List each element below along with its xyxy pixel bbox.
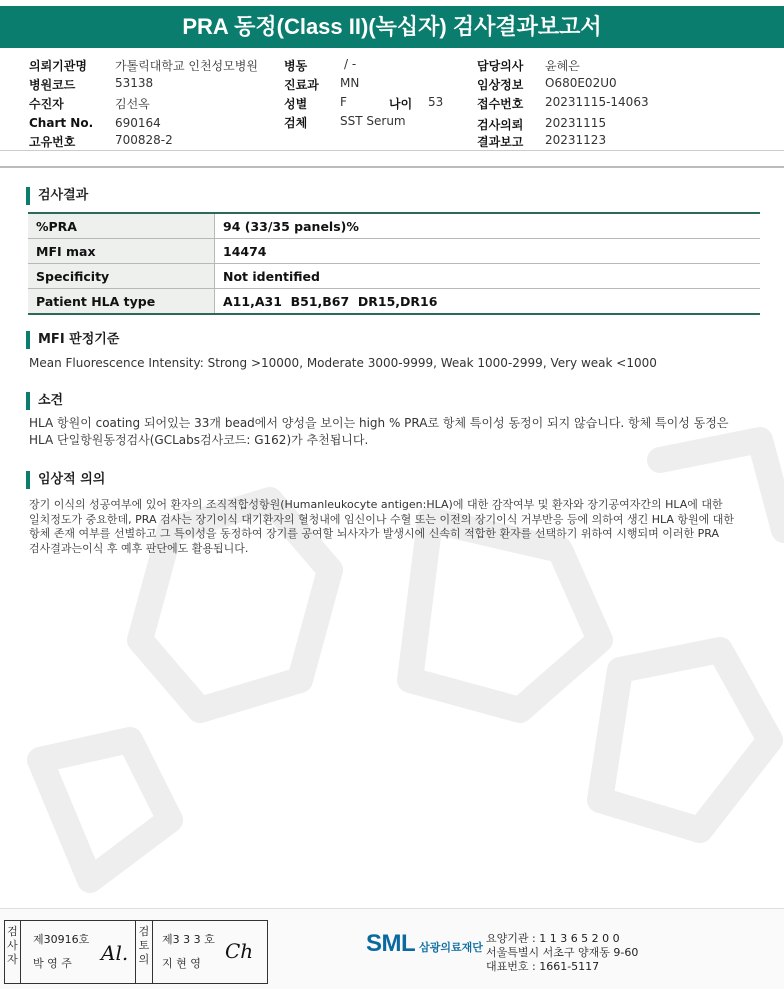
header-value: 700828-2 bbox=[115, 133, 173, 147]
header-value: 20231115-14063 bbox=[545, 95, 649, 109]
header-divider bbox=[0, 150, 784, 151]
result-key: %PRA bbox=[28, 213, 215, 239]
tester-license: 제30916호 bbox=[33, 933, 90, 946]
header-value: SST Serum bbox=[340, 114, 406, 128]
header-label: 병원코드 bbox=[29, 78, 76, 92]
clinical-text bbox=[29, 498, 734, 556]
contact-line: 요양기관 : 1 1 3 6 5 2 0 0 bbox=[486, 932, 620, 945]
reviewer-name: 지 현 영 bbox=[162, 957, 201, 970]
header-divider bbox=[0, 166, 784, 168]
result-value: Not identified bbox=[215, 264, 761, 289]
contact-line: 대표번호 : 1661-5117 bbox=[486, 960, 600, 973]
header-value: 690164 bbox=[115, 116, 161, 130]
opinion-text bbox=[29, 415, 728, 449]
result-value: 94 (33/35 panels)% bbox=[215, 213, 761, 239]
clinical-line: 장기 이식의 성공여부에 있어 환자의 조직적합성항원(Humanleukocyte antigen:HLA)에 대한 감작여부 및 환자와 장기공여자간의 HLA에 대한 bbox=[29, 498, 723, 511]
reviewer-label-text: 검토의 bbox=[138, 925, 150, 966]
result-value: 14474 bbox=[215, 239, 761, 264]
reviewer-signature: Ch bbox=[225, 939, 254, 963]
table-row bbox=[28, 264, 760, 289]
opinion-section-title: 소견 bbox=[26, 392, 63, 410]
logo-corp: 삼광의료재단 bbox=[419, 941, 483, 954]
header-value: MN bbox=[340, 76, 360, 90]
tester-label bbox=[5, 921, 21, 983]
opinion-line: HLA 단일항원동정검사(GCLabs검사코드: G162)가 추천됩니다. bbox=[29, 433, 369, 447]
logo-text: SML bbox=[366, 930, 416, 957]
header-value: O680E02U0 bbox=[545, 76, 617, 90]
header-value: 20231123 bbox=[545, 133, 607, 147]
header-label: 고유번호 bbox=[29, 135, 76, 149]
watermark-pattern bbox=[0, 380, 784, 900]
table-row bbox=[28, 213, 760, 239]
header-label: 진료과 bbox=[284, 78, 319, 92]
result-value: A11,A31 B51,B67 DR15,DR16 bbox=[215, 289, 761, 315]
contact-line: 서울특별시 서초구 양재동 9-60 bbox=[486, 946, 639, 959]
result-key: MFI max bbox=[28, 239, 215, 264]
reviewer-license: 제3 3 3 호 bbox=[162, 933, 215, 946]
header-label: 검사의뢰 bbox=[477, 118, 524, 132]
result-key: Patient HLA type bbox=[28, 289, 215, 315]
header-label: 접수번호 bbox=[477, 97, 524, 111]
clinical-section-title: 임상적 의의 bbox=[26, 471, 105, 489]
header-label: 병동 bbox=[284, 59, 308, 73]
header-label: 의뢰기관명 bbox=[29, 59, 87, 73]
opinion-line: HLA 항원이 coating 되어있는 33개 bead에서 양성을 보이는 high % PRA로 항체 특이성 동정이 되지 않습니다. 항체 특이성 동정은 bbox=[29, 416, 729, 430]
header-value: 윤혜은 bbox=[545, 59, 580, 73]
header-value: 53138 bbox=[115, 76, 154, 90]
header-value: 20231115 bbox=[545, 116, 607, 130]
results-table bbox=[28, 212, 760, 315]
patient-header bbox=[0, 52, 784, 152]
result-key: Specificity bbox=[28, 264, 215, 289]
header-label: 성별 bbox=[284, 97, 308, 111]
header-label: 임상정보 bbox=[477, 78, 524, 92]
reviewer-label bbox=[135, 921, 153, 983]
header-label: Chart No. bbox=[29, 116, 94, 130]
header-label: 담당의사 bbox=[477, 59, 524, 73]
clinical-line: 일치정도가 중요한데, PRA 검사는 장기이식 대기환자의 혈청내에 임신이나 수혈 또는 이전의 장기이식 거부반응 등에 의하여 생긴 HLA 항원에 대한 bbox=[29, 512, 735, 526]
table-row bbox=[28, 289, 760, 315]
header-label: 나이 bbox=[389, 97, 413, 111]
header-value: 가톨릭대학교 인천성모병원 bbox=[115, 59, 258, 73]
header-label: 수진자 bbox=[29, 97, 64, 111]
contact-info bbox=[486, 932, 638, 974]
signature-box bbox=[4, 920, 268, 984]
clinical-line: 검사결과는이식 후 예후 판단에도 활용됩니다. bbox=[29, 541, 249, 555]
results-section-title: 검사결과 bbox=[26, 187, 88, 205]
header-value: 53 bbox=[428, 95, 444, 109]
mfi-criteria-text: Mean Fluorescence Intensity: Strong >10000, Moderate 3000-9999, Weak 1000-2999, Very weak <1000 bbox=[29, 356, 657, 370]
header-label: 검체 bbox=[284, 116, 308, 130]
clinical-line: 항체 존재 여부를 선별하고 그 특이성을 동정하여 장기를 공여할 뇌사자가 발생시에 신속히 적합한 환자를 선택하기 위하여 시행되며 이러한 PRA bbox=[29, 527, 719, 540]
mfi-section-title: MFI 판정기준 bbox=[26, 331, 119, 349]
header-value: F bbox=[340, 95, 347, 109]
header-value: / - bbox=[344, 57, 357, 71]
table-row bbox=[28, 239, 760, 264]
tester-name: 박 영 주 bbox=[33, 957, 72, 970]
sml-logo bbox=[366, 930, 483, 958]
tester-signature: Al. bbox=[101, 941, 129, 965]
header-value: 김선옥 bbox=[115, 97, 150, 111]
report-title: PRA 동정(Class II)(녹십자) 검사결과보고서 bbox=[0, 6, 784, 48]
header-label: 결과보고 bbox=[477, 135, 524, 149]
tester-label-text: 검사자 bbox=[7, 925, 18, 966]
